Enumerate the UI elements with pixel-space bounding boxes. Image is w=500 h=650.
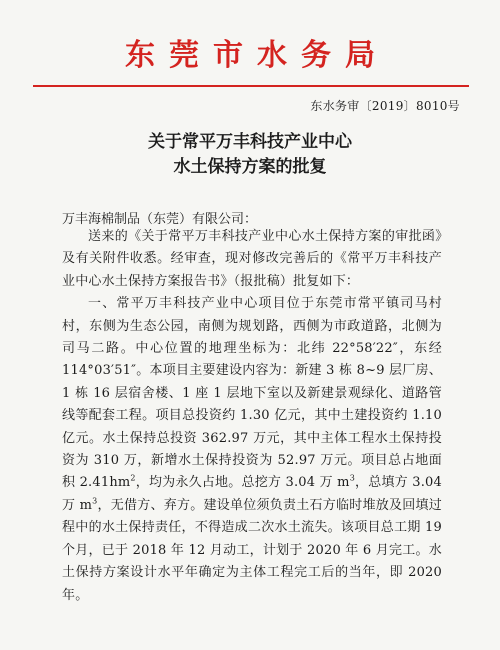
document-title — [0, 130, 500, 180]
document-body — [62, 226, 442, 607]
area-unit-superscript: 2 — [130, 474, 136, 484]
paragraph-intro: 送来的《关于常平万丰科技产业中心水土保持方案的审批函》及有关附件收悉。经审查，现对修改完善后的《常平万丰科技产业中心水土保持方案报告书》（报批稿）批复如下： — [62, 229, 442, 289]
header-divider — [33, 85, 469, 87]
paragraph-item-1-text-c: ，总填方 3.04 万 m — [62, 475, 442, 513]
title-line-1: 关于常平万丰科技产业中心 — [148, 132, 352, 152]
document-number: 东水务审〔2019〕8010号 — [310, 99, 460, 113]
paragraph-item-1-text-d: ，无借方、弃方。建设单位须负责土石方临时堆放及回填过程中的水土保持责任，不得造成二次水土流失。该项目总工期 19 个月，已于 2018 年 12 月动工，计划于 2020 年 6 月完工。水土保持方案设计水平年确定为主体工程完工后的当年，即 2020 年。 — [62, 497, 443, 603]
excavation-unit-superscript: 3 — [349, 474, 355, 484]
title-line-2: 水土保持方案的批复 — [173, 157, 327, 177]
addressee: 万丰海棉制品（东莞）有限公司： — [62, 212, 258, 227]
issuing-authority-header: 东莞市水务局 — [125, 38, 389, 73]
paragraph-item-1-text-a: 一、常平万丰科技产业中心项目位于东莞市常平镇司马村村，东侧为生态公园，南侧为规划路，西侧为市政道路，北侧为司马二路。中心位置的地理坐标为：北纬 22°58′22″，东经 114°03′51″。本项目主要建设内容为：新建 3 栋 8~9 层厂房、1 栋 16 层宿舍楼、1 座 1 层地下室以及新建景观绿化、道路管线等配套工程。项目总投资约 1.30 亿元，其中土建投资约 1.10 亿元。水土保持总投资 362.97 万元，其中主体工程水土保持投资为 310 万，新增水土保持投资为 52.97 万元。项目总占地面积 2.41hm — [62, 296, 442, 491]
fill-unit-superscript: 3 — [92, 496, 98, 506]
paragraph-item-1-text-b: ，均为永久占地。总挖方 3.04 万 m — [135, 475, 350, 491]
paragraph-item-1 — [62, 293, 442, 607]
